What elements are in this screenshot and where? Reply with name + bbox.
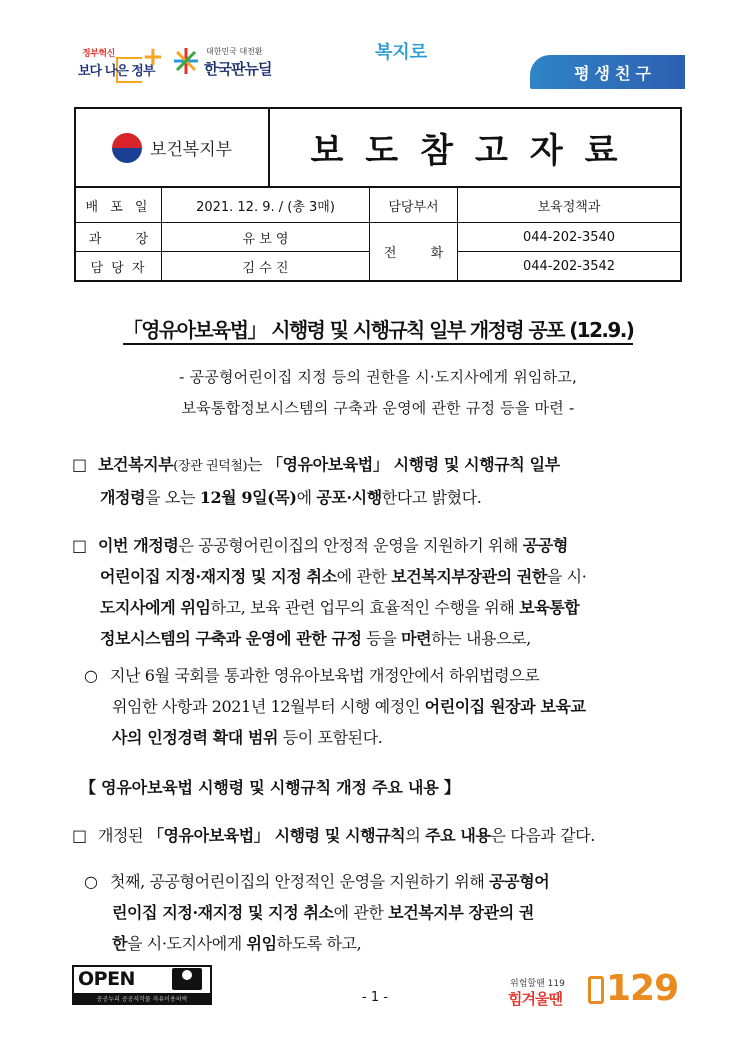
document-type-title: 보도참고자료	[310, 131, 640, 171]
page-title: 「영유아보육법」 시행령 및 시행규칙 일부 개정령 공포 (12.9.)	[74, 314, 682, 343]
director-label: 과 장	[88, 231, 149, 247]
bokjiro-logo: 복지로	[375, 42, 428, 63]
paragraph-4: □ 개정된 「영유아보육법」 시행령 및 시행규칙의 주요 내용은 다음과 같다.	[72, 826, 595, 845]
phone-icon	[588, 976, 604, 1004]
lifelong-friend-banner: 평생친구	[530, 55, 685, 89]
subtitle-line-1: - 공공형어린이집 지정 등의 권한을 시·도지사에게 위임하고,	[179, 368, 577, 386]
contact-person-label: 담 당 자	[90, 260, 147, 276]
paragraph-2: □ 이번 개정령은 공공형어린이집의 안정적 운영을 지원하기 위해 공공형 어린이집 지정·재지정 및 지정 취소에 관한 보건복지부장관의 권한을 시· 도지사에게 위임하고, 보육 관련 업무의 효율적인 수행을 위해 보육통합 정보시스템의 구축과 운영에 관한 규정 등을 마련하는 내용으로,	[72, 536, 587, 648]
director-value: 유 보 영	[242, 231, 289, 247]
korean-new-deal-logo: 대한민국 대전환 한국판뉴딜	[172, 44, 312, 84]
press-header-table	[74, 107, 682, 282]
gov-innovation-logo: 정부혁신 보다 나은 정부 +	[78, 44, 160, 84]
subtitle-line-2: 보육통합정보시스템의 구축과 운영에 관한 규정 등을 마련 -	[181, 399, 575, 417]
department-value: 보육정책과	[537, 199, 601, 215]
open-license-logo: OPEN 공공누리 공공저작물 자유이용허락	[72, 965, 212, 1007]
page-number: - 1 -	[362, 990, 388, 1005]
paragraph-1: □ 보건복지부(장관 권덕철)는 「영유아보육법」 시행령 및 시행규칙 일부 개정령을 오는 12월 9일(목)에 공포·시행한다고 밝혔다.	[72, 455, 560, 507]
hotline-129-logo: 위험할땐 119 힘겨울땐 129	[508, 968, 679, 1009]
paragraph-5: ○ 첫째, 공공형어린이집의 안정적인 운영을 지원하기 위해 공공형어 린이집 지정·재지정 및 지정 취소에 관한 보건복지부 장관의 권 한을 시·도지사에게 위임하도록 하고,	[84, 872, 550, 953]
ministry-logo: 보건복지부	[76, 109, 268, 186]
paragraph-3: ○ 지난 6월 국회를 통과한 영유아보육법 개정안에서 하위법령으로 위임한 사항과 2021년 12월부터 시행 예정인 어린이집 원장과 보육교 사의 인정경력 확대 범위 등이 포함된다.	[84, 666, 586, 747]
phone-label: 전 화	[383, 246, 444, 261]
new-deal-star-icon	[172, 46, 200, 76]
director-phone: 044-202-3540	[522, 229, 616, 245]
section-title: 【 영유아보육법 시행령 및 시행규칙 개정 주요 내용 】	[80, 778, 460, 797]
contact-person-phone: 044-202-3542	[522, 258, 616, 274]
contact-person-value: 김 수 진	[242, 260, 289, 276]
release-date-label: 배 포 일	[85, 199, 152, 215]
release-date-value: 2021. 12. 9. / (총 3매)	[196, 199, 335, 215]
taegeuk-emblem-icon	[112, 133, 142, 163]
department-label: 담당부서	[388, 199, 439, 215]
